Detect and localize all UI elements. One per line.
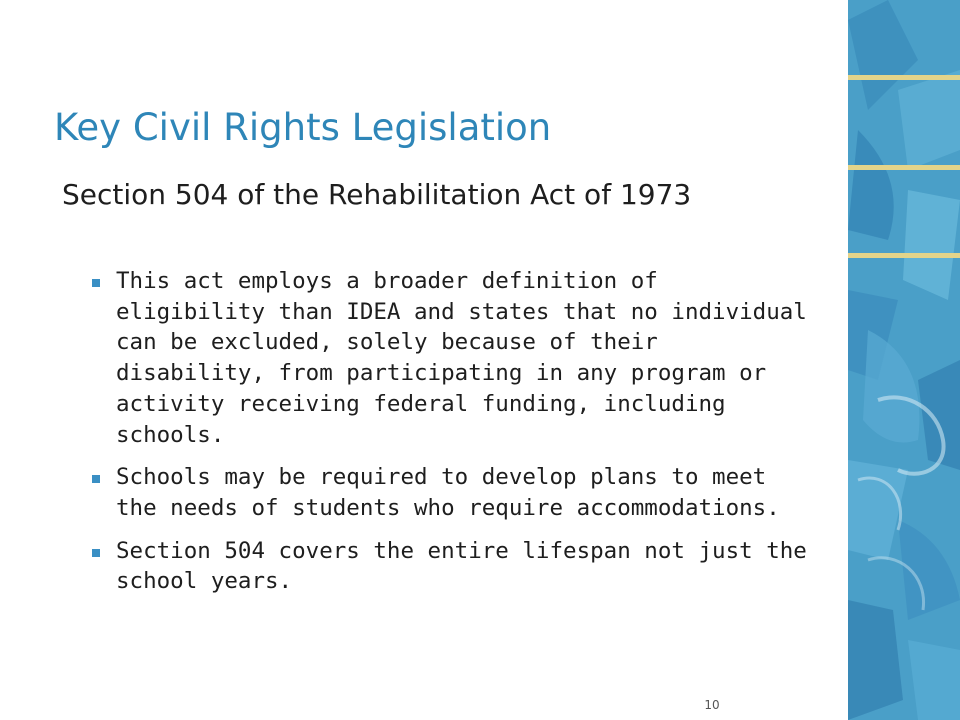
bullet-text: This act employs a broader definition of eligibility than IDEA and states that no individual can be excluded, solely because of their disability, from participating in any program or activity receiving federal funding, including schools.: [116, 268, 807, 448]
square-bullet-icon: [92, 549, 100, 557]
bullet-list: [116, 266, 816, 609]
bullet-item: [116, 462, 816, 523]
decorative-art-panel: [848, 0, 960, 720]
bullet-text: Section 504 covers the entire lifespan not just the school years.: [116, 537, 807, 595]
section-heading: Section 504 of the Rehabilitation Act of 1973: [62, 178, 692, 211]
square-bullet-icon: [92, 475, 100, 483]
slide-title: Key Civil Rights Legislation: [54, 106, 552, 149]
bullet-text: Schools may be required to develop plans to meet the needs of students who require accommodations.: [116, 464, 780, 521]
square-bullet-icon: [92, 279, 100, 287]
bullet-item: [116, 536, 816, 597]
page-number: 10: [704, 698, 720, 712]
bullet-item: [116, 266, 816, 450]
